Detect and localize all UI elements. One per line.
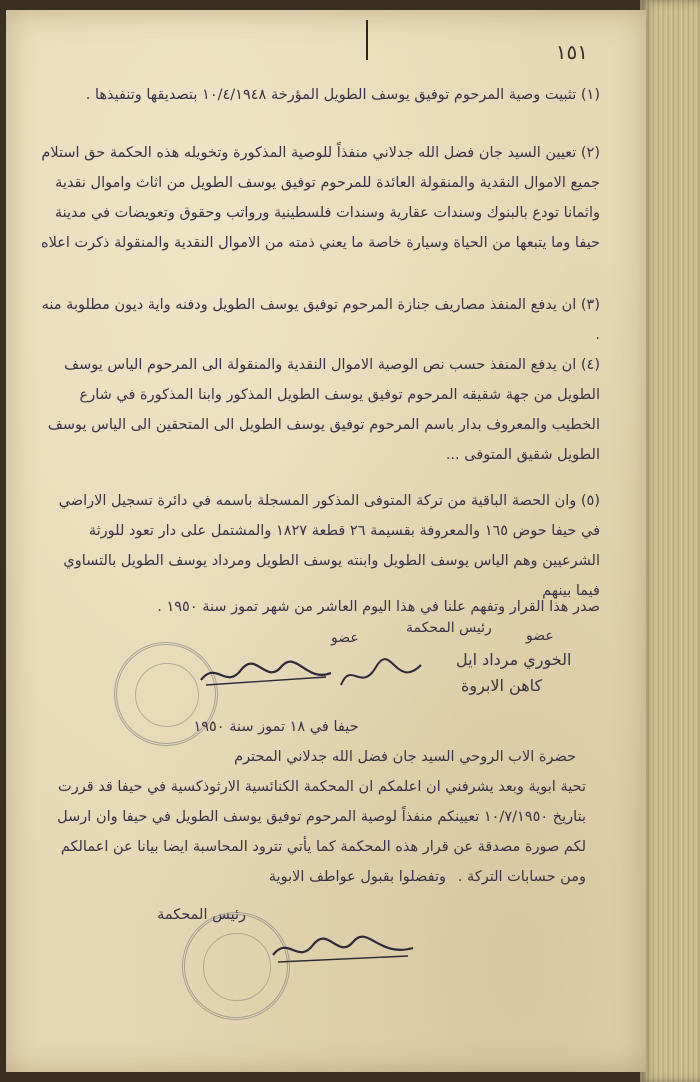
- signature-scribble: [336, 655, 426, 695]
- signature-clerk-title: كاهن الابروة: [461, 676, 543, 695]
- signature-president-label: رئيس المحكمة: [406, 620, 492, 636]
- page-number: ١٥١: [555, 40, 588, 64]
- decision-clause-3: (٣) ان يدفع المنفذ مصاريف جنازة المرحوم توفيق يوسف الطويل ودفنه واية ديون مطلوبة منه .: [41, 297, 600, 343]
- decision-clause-2: (٢) تعيين السيد جان فضل الله جدلاني منفذاً للوصية المذكورة وتخويله هذه الحكمة حق استلام جميع الاموال النقدية والمنقولة العائدة للمرحوم توفيق يوسف الطويل من اثاث واموال نقدية واثمانا تودع بالبنوك وسندات عقارية وسندات فلسطينية ورواتب وحقوق وتعويضات في مدينة حيفا وما يتبعها من الحياة وسيارة خاصة ما يعني ذمته من الاموال النقدية والمنقولة ذكرت اعلاه: [40, 145, 600, 251]
- letter-addressee: حضرة الاب الروحي السيد جان فضل الله جدلاني المحترم: [234, 749, 576, 765]
- binding-thread: [366, 20, 368, 60]
- signature-scribble: [196, 655, 336, 695]
- signature-scribble: [268, 930, 418, 970]
- signature-member-label: عضو: [526, 628, 554, 644]
- letter-closing: وتفضلوا بقبول عواطف الابوية: [268, 869, 446, 885]
- letter-body: تحية ابوية وبعد يشرفني ان اعلمكم ان المحكمة الكنائسية الارثوذكسية في حيفا قد قررت بتاريخ ١٠/٧/١٩٥٠ تعيينكم منفذاً لوصية المرحوم توفيق يوسف الطويل في حيفا وان ارسل لكم صورة مصدقة عن قرار هذه المحكمة كما يأتي تترود المحاسبة ايضا بيانا عن اعمالكم ومن حسابات التركة .: [57, 779, 586, 885]
- ledger-page: [6, 10, 646, 1072]
- page-edges: [640, 0, 700, 1082]
- decision-clause-1: (١) تثبيت وصية المرحوم توفيق يوسف الطويل المؤرخة ١٠/٤/١٩٤٨ بتصديقها وتنفيذها .: [85, 87, 600, 103]
- decision-issued-line: صدر هذا القرار وتفهم علنا في هذا اليوم العاشر من شهر تموز سنة ١٩٥٠ .: [157, 599, 600, 615]
- decision-clause-5: (٥) وان الحصة الباقية من تركة المتوفى المذكور المسجلة باسمه في دائرة تسجيل الاراضي في حيفا حوض ١٦٥ والمعروفة بقسيمة ٢٦ قطعة ١٨٢٧ والمشتمل على دار تعود للورثة الشرعيين وهم الياس يوسف الطويل وابنته يوسف الطويل ومرداد يوسف الطويل بالتساوي فيما بينهم: [58, 493, 600, 599]
- letter-signature-label: رئيس المحكمة: [157, 907, 246, 923]
- letter-date: حيفا في ١٨ تموز سنة ١٩٥٠: [193, 719, 359, 735]
- decision-clause-4: (٤) ان يدفع المنفذ حسب نص الوصية الاموال النقدية والمنقولة الى المرحوم الياس يوسف الطويل من جهة شقيقه المرحوم توفيق يوسف الطويل المذكور وابنا المذكورة في شارع الخطيب والمعروف بدار باسم المرحوم توفيق يوسف الطويل الى المتحقين الى الياس يوسف الطويل شقيق المتوفى ...: [47, 357, 600, 463]
- signature-clerk-name: الخوري مرداد ايل: [456, 650, 572, 669]
- signature-member-label: عضو: [331, 630, 359, 646]
